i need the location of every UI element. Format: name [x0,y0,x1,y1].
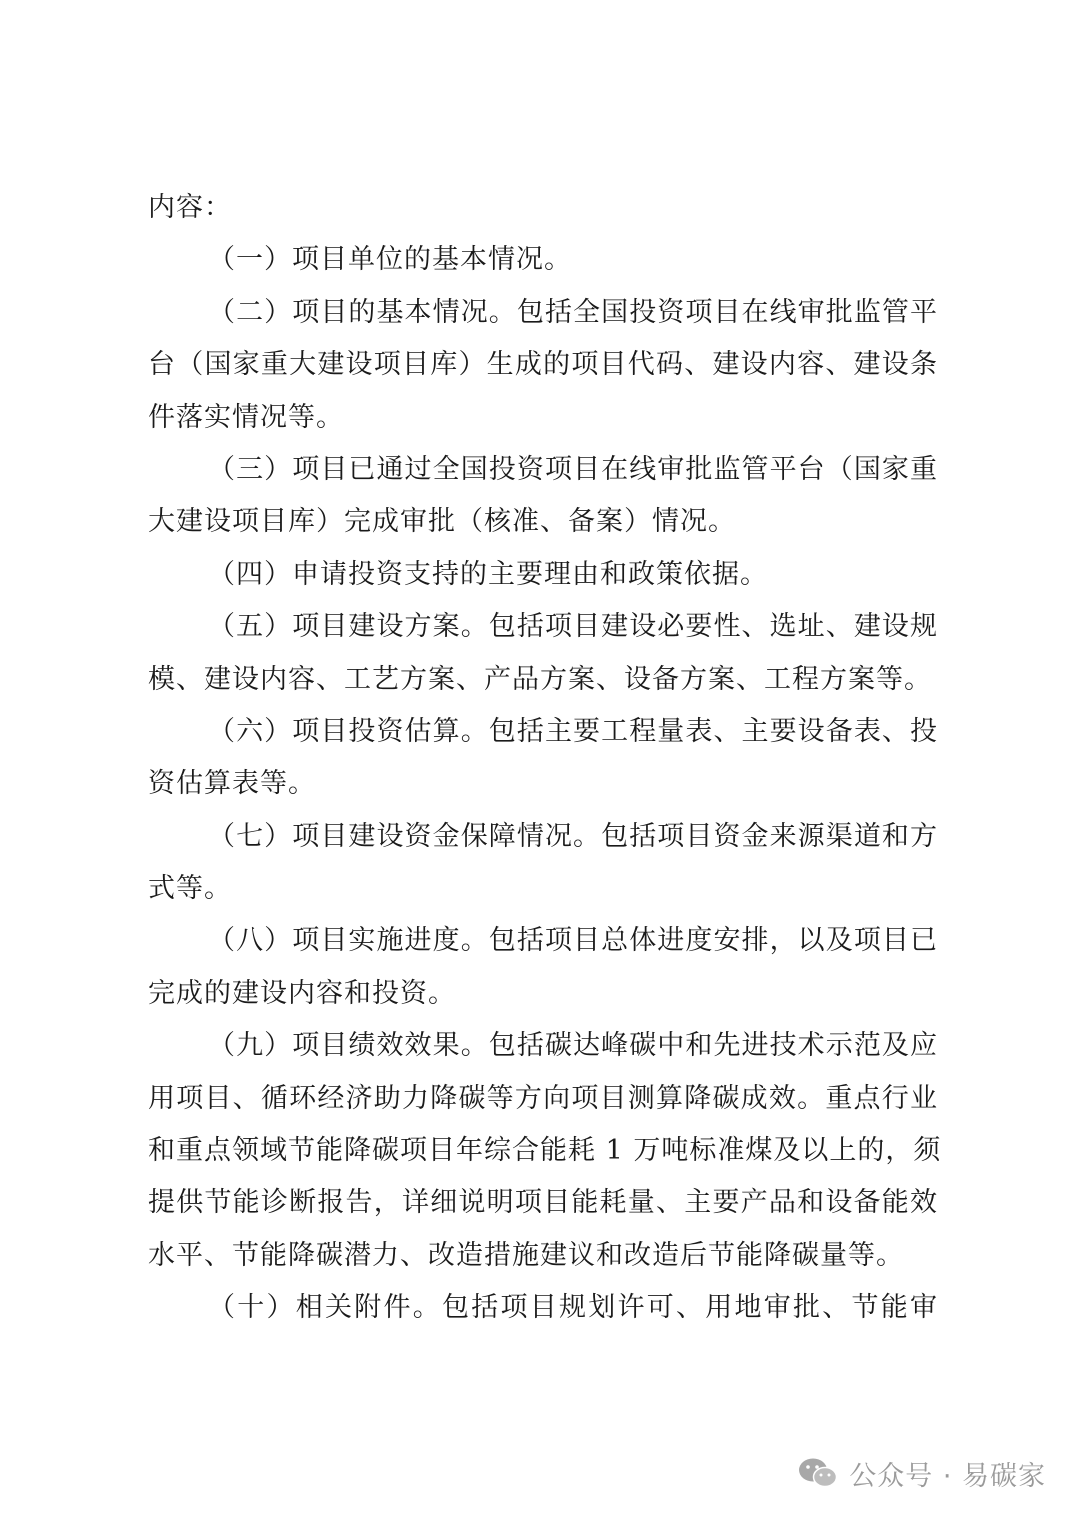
text-line: （七）项目建设资金保障情况。包括项目资金来源渠道和方 [208,820,938,852]
text-line: 完成的建设内容和投资。 [148,977,456,1009]
text-line: 大建设项目库）完成审批（核准、备案）情况。 [148,506,736,538]
text-line: 资估算表等。 [148,768,316,800]
text-line: （九）项目绩效效果。包括碳达峰碳中和先进技术示范及应 [208,1030,938,1062]
text-line: （二）项目的基本情况。包括全国投资项目在线审批监管平 [208,296,938,328]
text-line: （一）项目单位的基本情况。 [208,244,572,276]
text-line: 内容： [148,192,232,223]
text-line: （十）相关附件。包括项目规划许可、用地审批、节能审 [208,1292,938,1324]
text-line: 件落实情况等。 [148,401,344,433]
wechat-icon [797,1456,839,1490]
text-line: （六）项目投资估算。包括主要工程量表、主要设备表、投 [208,715,938,747]
text-line: 水平、节能降碳潜力、改造措施建议和改造后节能降碳量等。 [148,1239,904,1271]
watermark [797,1449,1046,1497]
text-line: （四）申请投资支持的主要理由和政策依据。 [208,558,768,590]
watermark-text: 公众号 · 易碳家 [849,1460,1046,1492]
text-line: （八）项目实施进度。包括项目总体进度安排，以及项目已 [208,925,938,957]
text-line: 式等。 [148,873,232,905]
document-body [148,182,942,1335]
text-line: （五）项目建设方案。包括项目建设必要性、选址、建设规 [208,611,938,643]
text-line: 模、建设内容、工艺方案、产品方案、设备方案、工程方案等。 [148,663,932,695]
text-line: （三）项目已通过全国投资项目在线审批监管平台（国家重 [208,453,938,485]
text-line: 台（国家重大建设项目库）生成的项目代码、建设内容、建设条 [148,349,938,381]
text-line: 提供节能诊断报告，详细说明项目能耗量、主要产品和设备能效 [148,1187,938,1219]
text-line: 用项目、循环经济助力降碳等方向项目测算降碳成效。重点行业 [148,1082,938,1114]
text-line: 和重点领域节能降碳项目年综合能耗 1 万吨标准煤及以上的，须 [148,1135,942,1167]
